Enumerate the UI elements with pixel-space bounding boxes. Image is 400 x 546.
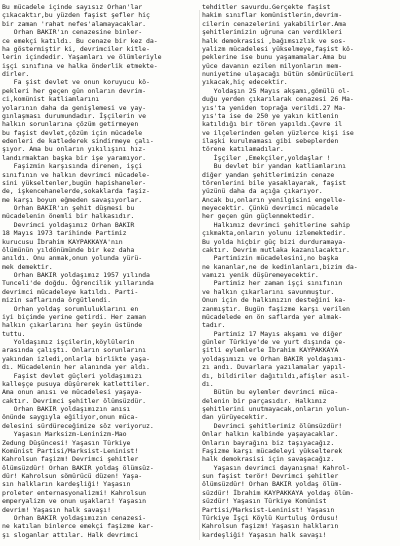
text-line: her geçen gün güçlenmektedir.	[202, 212, 315, 221]
text-line: yüce davanın ezilen milyonların mem-	[202, 61, 343, 70]
text-line: Ama onun anısı ve mücadelesi yaşaya-	[2, 388, 143, 397]
text-line: sın halkların kardeşliği! Yaşasın	[2, 480, 131, 489]
text-line: bu faşist devlet,çözüm için mücadele	[2, 128, 143, 137]
text-line: Onun için de halkımızın desteğini ka-	[202, 296, 346, 305]
text-line: ve ilçelerinden gelen yüzlerce kişi ise	[202, 128, 354, 137]
text-line: Partimiz her zaman işçi sınıfının	[202, 279, 343, 288]
text-line: Bu devlet bir yandan katliamlarını	[202, 162, 346, 171]
text-line: Bu yolda hiçbir güç bizi durduramaya-	[202, 237, 346, 246]
text-line: süzdür! İbrahim KAYPAKKAYA yoldaş ölüm-	[202, 488, 354, 497]
text-line: pekleri her geçen gün onların devrim-	[2, 86, 146, 95]
text-line: dı.	[202, 379, 214, 388]
text-line: Orhan yoldaş sorumluluklarını en	[2, 304, 139, 313]
text-line: çıkmakta,onların yolunu izlemektedir.	[202, 229, 346, 238]
text-line: dı. Mücadelenin her alanında yer aldı.	[2, 363, 150, 372]
text-line: iyi biçimde yerine getirdi. Her zaman	[2, 312, 146, 321]
text-line: devrim! Yaşasın halk savaşı!	[2, 505, 111, 514]
text-line: bir zaman 'rahat nefes'alamayacaklar.	[2, 19, 146, 28]
right-column	[202, 3, 398, 545]
text-line: de, işkencehanelerde,sokaklarda faşiz-	[2, 187, 150, 196]
text-line: törenlerini bile yasaklayarak, faşist	[202, 178, 346, 187]
text-line: nuniyetine ulaşacağı bütün sömürücüleri	[202, 70, 354, 78]
text-line: çıkacaktır,bu yüzden faşist şefler hiç	[2, 11, 150, 20]
text-line: yoldaşımızı ve Orhan BAKIR yoldaşımı-	[202, 354, 346, 363]
text-line: Halkımız devrimci şehitlerine sahip	[202, 220, 350, 229]
text-line: gınlaşması durumundadır. İşçilerin ve	[2, 111, 146, 120]
text-line: ne katılan binlerce emekçi faşizme kar-	[2, 522, 154, 531]
text-line: yolarının daha da genişlemesi ve yay-	[2, 103, 146, 112]
text-line: törene katılamadılar.	[202, 145, 284, 154]
text-line: işçi sınıfına ve halka önderlik etmekte-	[2, 61, 158, 70]
text-line: caktır. Devrim mutlaka kazanılacaktır.	[202, 245, 350, 254]
text-line: halk demokrasisi için savaşacağız.	[202, 455, 335, 464]
text-line: şitli eylemlerle İbrahim KAYPAKKAYA	[202, 346, 339, 355]
text-line: ölümünün yıldönümünde bir kez daha	[2, 245, 135, 254]
text-line: anıldı. Onu anmak,onun yolunda yürü-	[2, 254, 143, 263]
text-line: Devrimci yoldaşımız Orhan BAKIR	[2, 220, 135, 229]
text-line: ne kananlar,ne de kedinlanları,bizim da-	[202, 262, 358, 271]
text-line: mücadelede en ön saflarda yer almak-	[202, 312, 343, 321]
column-divider	[199, 10, 200, 540]
text-line: zı andı. Duvarlara yazılamalar yapıl-	[202, 363, 346, 372]
text-line: me karşı boyun eğmeden savaşıyorlar.	[2, 195, 143, 204]
text-line: zanmıştır. Bugün faşizme karşı verilen	[202, 304, 350, 313]
text-line: mizin saflarında örgütlendi.	[2, 296, 111, 305]
text-line: ce emekçi katıldı. Bu cenaze bir kez da-	[2, 36, 158, 45]
text-line: Partimiz 17 Mayıs akşamı ve diğer	[202, 329, 343, 338]
text-line: dür! Kahrolsun sömürücü düzen! Yaşa-	[2, 472, 143, 480]
text-line: emperyalizm ve onun uşakları! Yaşasın	[2, 497, 146, 506]
text-line: mek demektir.	[2, 262, 53, 271]
text-line: yıs'ta yeniden toprağa verildi.27 Ma-	[202, 103, 346, 112]
text-line: Orhan BAKIR'ın cenazesine binler-	[2, 28, 143, 37]
text-line: halk demokrasisi ,bağımsızlık ve sos-	[202, 36, 346, 45]
text-line: Komünist Partisi/Marksist-Leninist!	[2, 446, 139, 455]
text-line: ci,komünist katliamlarını	[2, 95, 104, 104]
text-line: Faşizme karşı mücadeleyi yükselterek	[202, 446, 343, 455]
text-line: landırmaktan başka bir işe yaramıyor.	[2, 153, 146, 162]
text-line: yıs'ta ise de 250 ye yakın kitlenin	[202, 111, 339, 120]
text-line: Kahrolsun faşizm! Yaşasın halkların	[202, 522, 339, 531]
text-line: Bütün bu eylemler devrimci müca-	[202, 388, 339, 397]
text-line: delenin bir parçasıdır. Halkımız	[202, 396, 327, 405]
text-line: duğu yerden çıkarılarak cenazesi 26 Ma-	[202, 95, 354, 104]
text-line: edenleri de katlederek sindirmeye çalı-	[2, 137, 154, 145]
text-line: dı, bildiriler dağıtıldı,afişler asıl-	[202, 371, 350, 380]
text-line: Orhan BAKIR yoldaşımızın anısı	[2, 405, 131, 413]
text-line: Bu mücadele içinde sayısız Orhan'lar	[2, 3, 143, 11]
text-line: Devrimci şehitlerimiz ölümsüzdür!	[202, 421, 343, 430]
text-line: yüzünü daha da açığa çıkarıyor.	[202, 187, 323, 196]
text-line: vamızı yenik düşüremeyecektir.	[202, 271, 319, 279]
text-line: ölümsüzdür! Orhan BAKIR yoldaş ölümsüz-	[2, 463, 154, 472]
text-line: şı sloganlar attılar. Halk devrimci	[2, 530, 139, 539]
text-line: Partisi/Marksist-Leninist! Yaşasın	[202, 505, 335, 514]
text-line: Tunceli'de doğdu. Öğrencilik yıllarında	[2, 279, 154, 288]
text-line: meyecektir. Çünkü devrimci mücadele	[202, 204, 339, 212]
text-line: delesini sürdüreceğimize söz veriyoruz.	[2, 421, 154, 430]
text-line: dan yürüyecektir.	[202, 413, 269, 422]
text-line: kardeşliği! Yaşasın halk savaşı!	[202, 530, 327, 539]
text-line: Orhan BAKIR yoldaşımız 1957 yılında	[2, 271, 150, 279]
text-line: devrimci mücadeleye katıldı. Parti-	[2, 287, 139, 296]
text-line: Partimizin mücadelesini,no başka	[202, 254, 339, 263]
text-line: Onlar halkın kalbinde yaşayacaklar.	[202, 430, 339, 439]
text-line: 18 Mayıs 1973 tarihinde Partimiz	[2, 229, 127, 238]
text-line: yalizm mücadelesi yükselmeye,faşist kö-	[202, 44, 354, 53]
text-line: yakından izledi,onlarla birlikte yaşa-	[2, 354, 150, 363]
text-line: Orhan BAKIR yoldaşımızın cenazesi-	[2, 513, 146, 522]
text-line: tadır.	[202, 321, 226, 330]
text-line: şehitlerini unutmayacak,onların yolun-	[202, 405, 350, 413]
text-line: lerin içindedir. Yaşamları ve ölümleriyle	[2, 53, 162, 62]
text-line: Fa şist devlet ve onun koruyucu kö-	[2, 78, 150, 87]
text-line: kurucusu İbrahim KAYPAKKAYA'nın	[2, 237, 123, 246]
text-line: önünde saygıyla eğiliyor,onun müca-	[2, 413, 139, 422]
text-line: Faşist devlet güçleri yoldaşımızı	[2, 371, 143, 380]
text-line: Yaşasın Marksizm-Leninizm-Mao	[2, 430, 127, 439]
text-line: Orhan BAKIR'ın şehit düşmesi bu	[2, 204, 135, 212]
text-line: Yoldaşın 25 Mayıs akşamı,gömülü ol-	[202, 86, 350, 95]
text-line: Faşizmin karşısında direnen, işçi	[2, 162, 143, 171]
text-line: diğer yandan şehitlerimizin cenaze	[202, 170, 335, 179]
text-line: ilaşki kurulmaması gibi sebeplerden	[202, 137, 339, 145]
text-line: ölümsüzdür! Orhan BAKIR yoldaş ölüm-	[202, 480, 343, 489]
text-line: Yaşasın devrimci dayanışma! Kahrol-	[202, 463, 350, 472]
text-line: Ancak bu,onların yenilgisini engelle-	[202, 195, 346, 204]
text-line: katıldığı bir tören yapıldı.Çevre il	[202, 120, 343, 129]
text-line: İşçiler ,Emekçiler,yoldaşlar !	[202, 153, 331, 162]
text-line: tuttu.	[2, 329, 26, 338]
text-line: kalleşçe pusuya düşürerek katlettiler.	[2, 379, 150, 388]
text-line: şıyor. Ama bu onların yıkılışını hız-	[2, 145, 146, 154]
text-line: Türkiye İşçi Köylü Kurtuluş Ordusu!	[202, 513, 339, 522]
text-line: caktır. Devrimci şehitler ölümsüzdür.	[2, 396, 146, 405]
text-line: proleter enternasyonalizmi! Kahrolsun	[2, 488, 146, 497]
text-line: günler Türkiye'de ve yurt dışında çe-	[202, 338, 346, 346]
text-line: halkın sorunlarına çözüm getirmeyen	[2, 120, 139, 129]
text-line: peklerine ise bunu yaşamamalar.Ama bu	[202, 53, 346, 62]
text-line: şehitlerimizin uğruna can verdikleri	[202, 28, 343, 37]
text-line: yıkacak,hiç edecektir.	[202, 78, 288, 87]
text-line: ha göstermiştir ki, devrimciler kitle-	[2, 44, 150, 53]
text-line: arasında çalıştı. Onların sorunlarını	[2, 346, 146, 355]
text-line: halkın çıkarlarını her şeyin üstünde	[2, 321, 143, 330]
left-column	[2, 3, 198, 545]
text-line: mücadelenin önemli bir halkasıdır.	[2, 212, 135, 221]
text-line: süzdür! Yaşasın Türkiye Komünist	[202, 497, 327, 506]
text-line: Zedung Düşüncesi! Yaşasın Türkiye	[2, 438, 131, 447]
text-line: Kahrolsun faşizm! Devrimci şehitler	[2, 455, 139, 464]
text-line: sınıfının ve halkın devrimci mücadele-	[2, 170, 150, 179]
text-line: ve halkın çıkarlarını savunmuştur.	[202, 287, 335, 296]
text-line: Yoldaşımız işçilerin,köylülerin	[2, 338, 135, 346]
text-line: cilerin cenazelerini yakabilirler.Ama	[202, 19, 346, 28]
text-line: tehditler savurdu.Gerçekte faşist	[202, 3, 331, 11]
text-line: sini yükseltenler,bugün hapishaneler-	[2, 178, 146, 187]
text-line: dirler.	[2, 70, 30, 78]
text-line: hakim sınıflar komünistlerin,devrim-	[202, 11, 343, 20]
text-line: sun faşist terör! Devrimci şehitler	[202, 472, 339, 480]
text-line: Onların bayrağını biz taşıyacağız.	[202, 438, 335, 447]
